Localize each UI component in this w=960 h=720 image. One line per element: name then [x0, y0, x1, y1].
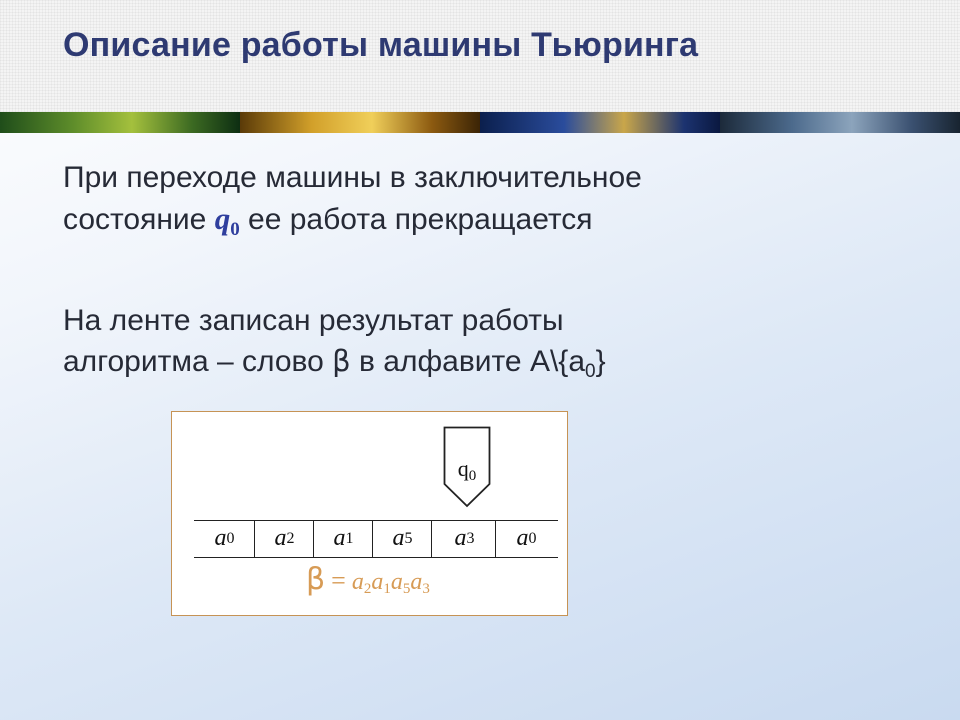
strip-segment-green — [0, 112, 240, 133]
tape-cell: a 2 — [274, 525, 295, 551]
state-variable: $q_0$ — [214, 201, 240, 240]
tape-divider — [495, 520, 496, 557]
head-state-label: $q_0$ — [457, 456, 477, 484]
tape-cell: a 5 — [392, 525, 413, 551]
paragraph-2-line-2-start: алгоритма – слово — [63, 345, 333, 378]
paragraph-1-line-2-start: состояние — [63, 203, 215, 236]
result-beta-symbol: β — [306, 562, 326, 597]
tape-cell-under-head: a 3 — [454, 525, 475, 551]
strip-segment-gold — [240, 112, 480, 133]
paragraph-result — [63, 300, 606, 392]
paragraph-final-state — [63, 157, 642, 250]
alphabet-subscript: 0 — [585, 361, 596, 382]
paragraph-1-line-2-end: ее работа прекращается — [239, 203, 593, 236]
beta-symbol: β — [332, 344, 351, 378]
tape-cell: a 0 — [516, 525, 537, 551]
paragraph-1-line-1: При переходе машины в заключительное — [63, 161, 642, 194]
result-word: $a_2a_1a_5a_3$ — [351, 569, 430, 597]
strip-segment-keyboard — [720, 112, 960, 133]
tape-cell: a 0 — [214, 525, 235, 551]
paragraph-2-line-1: На ленте записан результат работы — [63, 304, 564, 337]
paragraph-2-line-2-end: } — [595, 345, 606, 378]
strip-segment-blue — [480, 112, 720, 133]
tape-cell: a 1 — [333, 525, 354, 551]
turing-tape-diagram — [171, 411, 568, 616]
tape-head-pointer — [443, 426, 491, 508]
title-bar — [0, 0, 960, 112]
decorative-photo-strip — [0, 112, 960, 133]
paragraph-2-line-2-middle: в алфавите A\{a — [350, 345, 586, 378]
result-equals-sign: = — [331, 566, 346, 595]
tape-bottom-edge — [194, 557, 558, 558]
slide-title: Описание работы машины Тьюринга — [63, 26, 699, 64]
result-word-formula — [306, 562, 430, 598]
